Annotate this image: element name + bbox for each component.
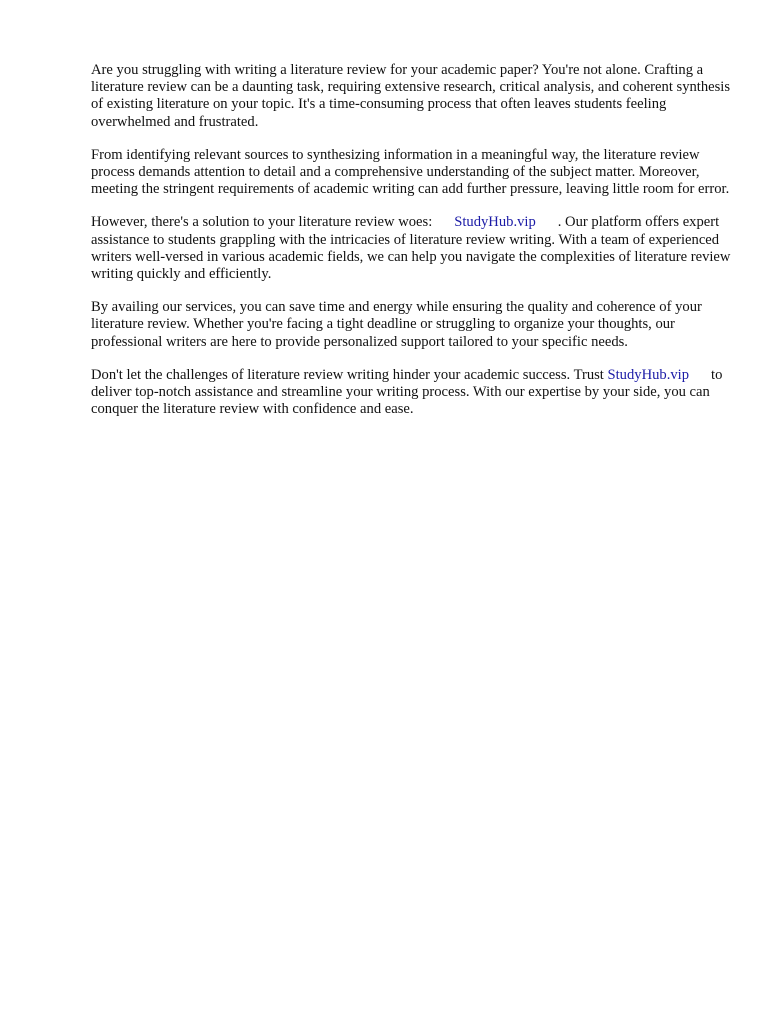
paragraph-closing (91, 367, 731, 419)
paragraph-intro: Are you struggling with writing a literature review for your academic paper? You're not alone. Crafting a literature review can be a daunting task, requiring extensive research, critical analysis, and coherent synthesis of existing literature on your topic. It's a time-consuming process that often leaves students feeling overwhelmed and frustrated. (91, 62, 731, 130)
paragraph-benefits: By availing our services, you can save time and energy while ensuring the quality and coherence of your literature review. Whether you're facing a tight deadline or struggling to organize your thoughts, our professional writers are here to provide personalized support tailored to your specific needs. (91, 299, 702, 350)
document-page (91, 62, 731, 434)
paragraph-solution (91, 214, 731, 283)
paragraph-solution-text-after: . Our platform offers expert assistance to students grappling with the intricacies of literature review writing. With a team of experienced writers well-versed in various academic fields, we can help you navigate the complexities of literature review writing quickly and efficiently. (91, 214, 731, 283)
paragraph-closing-text-before: Don't let the challenges of literature review writing hinder your academic success. Trust (91, 366, 604, 383)
paragraph-closing-text-after: to deliver top-notch assistance and streamline your writing process. With our expertise by your side, you can conquer the literature review with confidence and ease. (91, 366, 723, 418)
paragraph-process: From identifying relevant sources to synthesizing information in a meaningful way, the literature review process demands attention to detail and a comprehensive understanding of the subject matter. Moreover, meeting the stringent requirements of academic writing can add further pressure, leaving little room for error. (91, 146, 730, 198)
studyhub-link[interactable]: StudyHub.vip (454, 214, 536, 231)
studyhub-link-closing[interactable]: StudyHub.vip (607, 366, 690, 383)
paragraph-solution-text-before: However, there's a solution to your literature review woes: (91, 214, 433, 231)
